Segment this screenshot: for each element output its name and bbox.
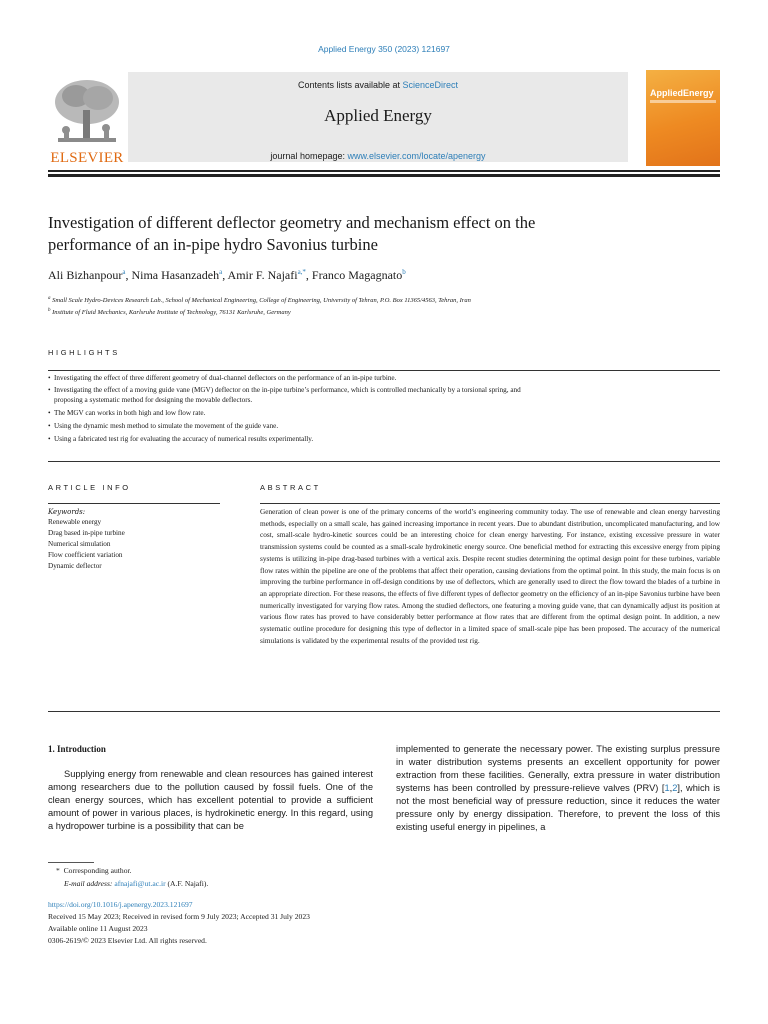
contents-available-line [128,80,628,90]
author-name: Ali Bizhanpour [48,268,123,282]
affiliation-marker: a [48,296,51,301]
keyword: Renewable energy [48,518,102,526]
author-name: Nima Hasanzadeh [131,268,220,282]
cover-subtitle-bar [650,100,716,103]
article-info-heading: ARTICLE INFO [48,483,131,492]
keyword: Drag based in-pipe turbine [48,529,125,537]
keyword: Dynamic deflector [48,562,102,570]
highlight-item: • Investigating the effect of a moving guide vane (MGV) deflector on the in-pipe turbine’s performance, which is controlled mechanically by a torsional spring, and [48,386,521,394]
highlight-text: Using a fabricated test rig for evaluating the accuracy of numerical results experimentally. [54,435,314,443]
citation-link[interactable]: 1 [664,783,670,793]
elsevier-tree-icon [48,76,126,148]
homepage-prefix: journal homepage: [270,151,348,161]
author-affiliation-marker[interactable]: a [219,268,223,276]
title-line-2: performance of an in-pipe hydro Savonius turbine [48,235,378,254]
author-affiliation-marker[interactable]: b [402,268,406,276]
highlight-text: Investigating the effect of three different geometry of dual-channel deflectors on the performance of an in-pipe turbine. [54,374,397,382]
intro-paragraph: Supplying energy from renewable and clean resources has gained interest among researchers due to the pollution caused by fossil fuels. One of the clean energy sources, which has excellent potential to provide a sufficient amount of power in various places, is hydrokinetic energy. In this regard, using a hydropower turbine is a possibility that can be [48,769,373,831]
corresponding-author-note [56,866,132,875]
front-matter-rule [48,711,720,712]
introduction-heading: 1. Introduction [48,744,106,754]
article-title [48,212,728,256]
author-separator: , [305,268,312,282]
abstract-text: Generation of clean power is one of the primary concerns of the world’s engineering community today. The use of renewable and clean energy harvesting methods, especially on a small scale, has gained increasing importance in recent years. Due to abundant distribution, uncomplicated manufacturing, and low cost, small-scale hydro-kinetic sources could be an interesting choice for clean energy harvesting. For instance, existing excessive pressure in water transmission systems could be counted as a small-scale hydrokinetic energy source. One beneficial method for extracting this excessive energy from piping systems is utilizing in-pipe drag-based turbines with a vertical axis. Despite recent studies determining the optimal design point for these turbines, variable flow rates within the pipeline are one of the problems that affect their operation, causing deviations from the optimal point. In this study, the main focus is on improving the turbine performance in off-design conditions by use of deflectors, which are generally used to direct the flow toward the blades of a turbine in an appropriate direction. For these reasons, the effects of five different types of deflector geometry on the efficiency of an in-pipe Savonius turbine have been numerically investigated for varying flow rates. Among the studied deflectors, one featuring a moving guide vane, that can dynamically adjust its position at various flow rates has proved to have considerably better performance at flow rates that are different from the optimal design point. In addition, a new systematic outline procedure for designing this type of deflector in a limited space of small-scale pipe has been proposed. The accuracy of the numerical simulations is validated by the experimental results of the provided test rig. [260,507,720,645]
highlight-item-continuation [48,396,726,406]
highlights-heading: HIGHLIGHTS [48,348,120,357]
footnote-marker: * [56,866,60,875]
highlight-text: proposing a systematic method for designing the movable deflectors. [54,396,253,404]
author-name: Franco Magagnato [311,268,403,282]
highlight-item: • Using a fabricated test rig for evaluating the accuracy of numerical results experimentally. [48,435,314,443]
doi-link[interactable]: https://doi.org/10.1016/j.apenergy.2023.121697 [48,900,193,909]
highlight-text: Using the dynamic mesh method to simulate the movement of the guide vane. [54,422,279,430]
intro-text: ], which is not the most beneficial way of pressure reduction, since it reduces the water pressure only by energy dissipation. Therefore, to prevent the loss of this existing useful energy in pipelines, a [396,783,720,832]
citation-separator: , [669,783,673,793]
received-dates: Received 15 May 2023; Received in revised form 9 July 2023; Accepted 31 July 2023 [48,912,310,921]
intro-paragraph-continued [396,743,720,834]
available-online: Available online 11 August 2023 [48,924,148,933]
highlight-item: • Using the dynamic mesh method to simulate the movement of the guide vane. [48,422,279,430]
article-info-rule [48,503,220,504]
journal-homepage-line [128,151,628,161]
body-column-right [396,743,720,834]
affiliation-text: Small Scale Hydro-Devices Research Lab., School of Mechanical Engineering, College of Engineering, University of Tehran, P.O. Box 11365/4563, Tehran, Iran [52,297,471,305]
masthead-rule-bottom [48,174,720,177]
keyword: Flow coefficient variation [48,551,123,559]
author-separator: , [222,268,228,282]
email-link[interactable]: afnajafi@ut.ac.ir [114,879,166,888]
journal-cover-image [646,70,720,166]
publisher-logo-text: ELSEVIER [50,150,124,166]
copyright-line: 0306-2619/© 2023 Elsevier Ltd. All rights reserved. [48,936,207,945]
citation-link[interactable]: 2 [672,783,678,793]
author-name: Amir F. Najafi [227,268,298,282]
email-suffix: (A.F. Najafi). [165,879,209,888]
abstract-heading: ABSTRACT [260,483,321,492]
highlight-text: The MGV can works in both high and low flow rate. [54,409,206,417]
author-affiliation-marker[interactable]: a [122,268,126,276]
sciencedirect-link[interactable]: ScienceDirect [402,80,459,90]
title-line-1: Investigation of different deflector geometry and mechanism effect on the [48,213,536,232]
highlight-item: • The MGV can works in both high and low flow rate. [48,409,206,417]
keyword: Numerical simulation [48,540,111,548]
affiliation-marker: b [48,308,51,313]
highlight-item: • Investigating the effect of three different geometry of dual-channel deflectors on the performance of an in-pipe turbine. [48,374,397,382]
cover-title: AppliedEnergy [650,88,714,98]
corresponding-label: Corresponding author. [63,866,132,875]
body-column-left [48,768,373,833]
affiliation-text: Institute of Fluid Mechanics, Karlsruhe Institute of Technology, 76131 Karlsruhe, Germany [52,309,291,317]
affiliation-b [48,308,291,316]
affiliation-a [48,296,471,304]
contents-prefix: Contents lists available at [297,80,403,90]
author-separator: , [125,268,132,282]
journal-name: Applied Energy [324,106,432,125]
highlights-rule-top [48,370,720,371]
highlight-text: Investigating the effect of a moving guide vane (MGV) deflector on the in-pipe turbine’s performance, which is controlled mechanically by a torsional spring, and [54,386,521,394]
abstract-rule [260,503,720,504]
email-label: E-mail address: [64,879,113,888]
journal-reference[interactable]: Applied Energy 350 (2023) 121697 [318,44,450,54]
email-note [64,879,208,888]
author-list [48,268,406,283]
author-affiliation-marker[interactable]: a,* [297,268,306,276]
intro-text: implemented to generate the necessary power. The existing surplus pressure in water distribution systems presents an excellent opportunity for power extraction from these facilities. Generally, extra pressure in water distribution systems has been controlled by pressure-relieve valves (PRV) [ [396,744,720,793]
highlights-rule-bottom [48,461,720,462]
keywords-label: Keywords: [48,508,86,516]
journal-homepage-link[interactable]: www.elsevier.com/locate/apenergy [347,151,486,161]
footnote-rule [48,862,94,863]
masthead-rule-top [48,170,720,172]
